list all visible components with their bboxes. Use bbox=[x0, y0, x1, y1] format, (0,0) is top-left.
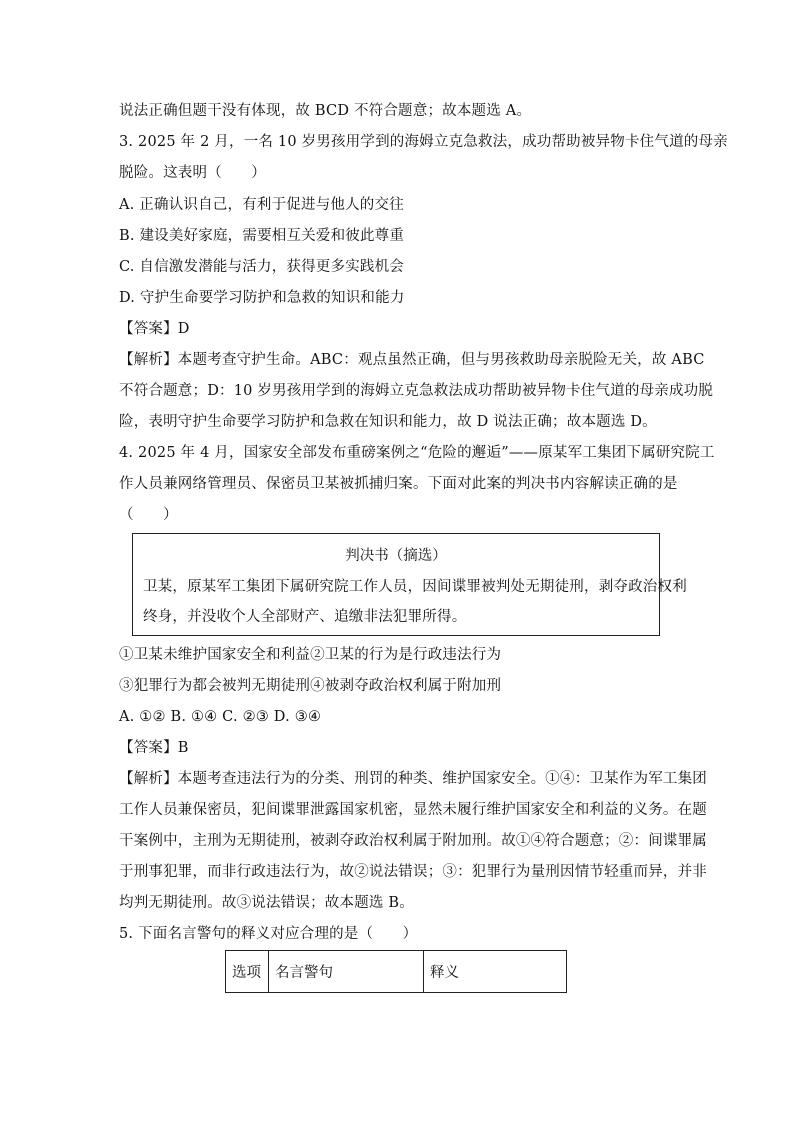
judgment-text: 卫某，原某军工集团下属研究院工作人员，因间谍罪被判处无期徒刑，剥夺政治权利 bbox=[143, 579, 687, 595]
text-line: 说法正确但题干没有体现，故 BCD 不符合题意；故本题选 A。 bbox=[119, 103, 532, 119]
question-3-stem-cont: 脱险。这表明（ ） bbox=[119, 165, 266, 181]
judgment-excerpt-box bbox=[132, 533, 687, 636]
question-3-stem: 3. 2025 年 2 月，一名 10 岁男孩用学到的海姆立克急救法，成功帮助被异物卡住气道的母亲 bbox=[119, 134, 728, 150]
judgment-text: 终身，并没收个人全部财产、追缴非法犯罪所得。 bbox=[143, 609, 467, 625]
option-c: C. 自信激发潜能与活力，获得更多实践机会 bbox=[119, 259, 404, 275]
answer: 【答案】B bbox=[119, 740, 189, 756]
option-d: D. 守护生命要学习防护和急救的知识和能力 bbox=[119, 290, 405, 306]
answer: 【答案】D bbox=[119, 321, 190, 337]
explanation-line: 不符合题意；D：10 岁男孩用学到的海姆立克急救法成功帮助被异物卡住气道的母亲成功脱 bbox=[119, 383, 714, 399]
answer-options: A. ①② B. ①④ C. ②③ D. ③④ bbox=[119, 709, 322, 725]
option-a: A. 正确认识自己，有利于促进与他人的交往 bbox=[119, 197, 404, 213]
judgment-title: 判决书（摘选） bbox=[345, 548, 447, 564]
table-header-cell: 选项 bbox=[226, 951, 269, 993]
question-4-stem: 4. 2025 年 4 月，国家安全部发布重磅案例之“危险的邂逅”——原某军工集团下属研究院工 bbox=[119, 445, 715, 461]
option-b: B. 建设美好家庭，需要相互关爱和彼此尊重 bbox=[119, 228, 405, 244]
question-4-stem-cont: （ ） bbox=[119, 507, 178, 523]
explanation-line: 【解析】本题考查守护生命。ABC：观点虽然正确，但与男孩救助母亲脱险无关，故 ABC bbox=[119, 352, 705, 368]
question-5-stem: 5. 下面名言警句的释义对应合理的是（ ） bbox=[119, 926, 418, 942]
statement-line: ③犯罪行为都会被判无期徒刑④被剥夺政治权利属于附加刑 bbox=[119, 678, 502, 694]
quotes-table bbox=[225, 950, 567, 993]
explanation-line: 险，表明守护生命要学习防护和急救在知识和能力，故 D 说法正确；故本题选 D。 bbox=[119, 414, 657, 430]
table-header-cell: 释义 bbox=[424, 951, 567, 993]
explanation-line: 工作人员兼保密员，犯间谍罪泄露国家机密，显然未履行维护国家安全和利益的义务。在题 bbox=[119, 802, 707, 818]
statement-line: ①卫某未维护国家安全和利益②卫某的行为是行政违法行为 bbox=[119, 647, 502, 663]
explanation-line: 【解析】本题考查违法行为的分类、刑罚的种类、维护国家安全。①④：卫某作为军工集团 bbox=[119, 771, 707, 787]
explanation-line: 于刑事犯罪，而非行政违法行为，故②说法错误；③：犯罪行为量刑因情节轻重而异，并非 bbox=[119, 864, 707, 880]
question-4-stem-cont: 作人员兼网络管理员、保密员卫某被抓捕归案。下面对此案的判决书内容解读正确的是 bbox=[119, 476, 678, 492]
explanation-line: 均判无期徒刑。故③说法错误；故本题选 B。 bbox=[119, 895, 414, 911]
table-header-cell: 名言警句 bbox=[269, 951, 424, 993]
table-header-row bbox=[226, 951, 567, 993]
explanation-line: 干案例中，主刑为无期徒刑，被剥夺政治权利属于附加刑。故①④符合题意；②：间谍罪属 bbox=[119, 833, 707, 849]
